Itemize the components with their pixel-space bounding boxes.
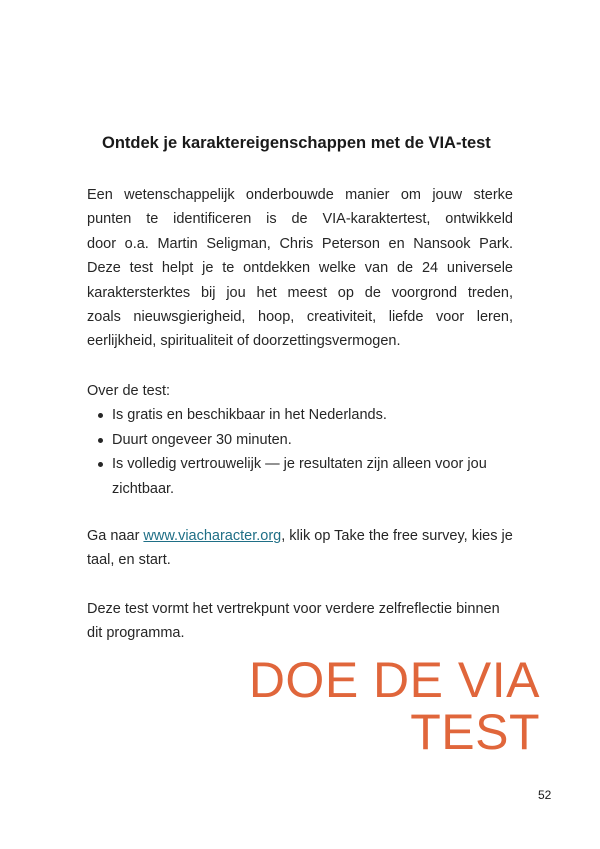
visit-paragraph	[87, 524, 513, 573]
about-label: Over de test:	[87, 383, 171, 399]
intro-line: Deze test helpt je te ontdekken welke van de 24 universele	[87, 260, 513, 277]
intro-paragraph	[87, 183, 513, 354]
bullet-item: Duurt ongeveer 30 minuten.	[87, 428, 513, 452]
bullet-list	[87, 403, 513, 501]
about-section	[87, 379, 513, 501]
bullet-item: Is volledig vertrouwelijk — je resultaten zijn alleen voor jou zichtbaar.	[87, 452, 513, 501]
big-title	[249, 654, 540, 758]
page-number: 52	[538, 788, 552, 802]
closing-paragraph: Deze test vormt het vertrekpunt voor verdere zelfreflectie binnen dit programma.	[87, 601, 500, 642]
intro-line: Een wetenschappelijk onderbouwde manier om jouw sterke	[87, 187, 513, 203]
intro-line: karaktersterktes bij jou het meest op de voorgrond treden,	[87, 284, 513, 301]
visit-prefix: Ga naar	[87, 528, 144, 544]
section-heading: Ontdek je karaktereigenschappen met de VIA-test	[102, 134, 491, 152]
intro-line: door o.a. Martin Seligman, Chris Peterson en Nansook Park.	[87, 235, 513, 252]
big-title-line: DOE DE VIA	[248, 652, 540, 708]
intro-line: eerlijkheid, spiritualiteit of doorzettingsvermogen.	[87, 333, 401, 350]
intro-line: punten te identificeren is de VIA-karaktertest, ontwikkeld	[87, 211, 513, 228]
intro-line: zoals nieuwsgierigheid, hoop, creativiteit, liefde voor leren,	[87, 309, 513, 326]
bullet-item: Is gratis en beschikbaar in het Nederlands.	[87, 403, 513, 427]
viacharacter-link[interactable]: www.viacharacter.org	[143, 528, 282, 544]
big-title-line: TEST	[410, 704, 540, 760]
visit-suffix: , klik op Take the free survey, kies je taal, en start.	[87, 528, 513, 569]
